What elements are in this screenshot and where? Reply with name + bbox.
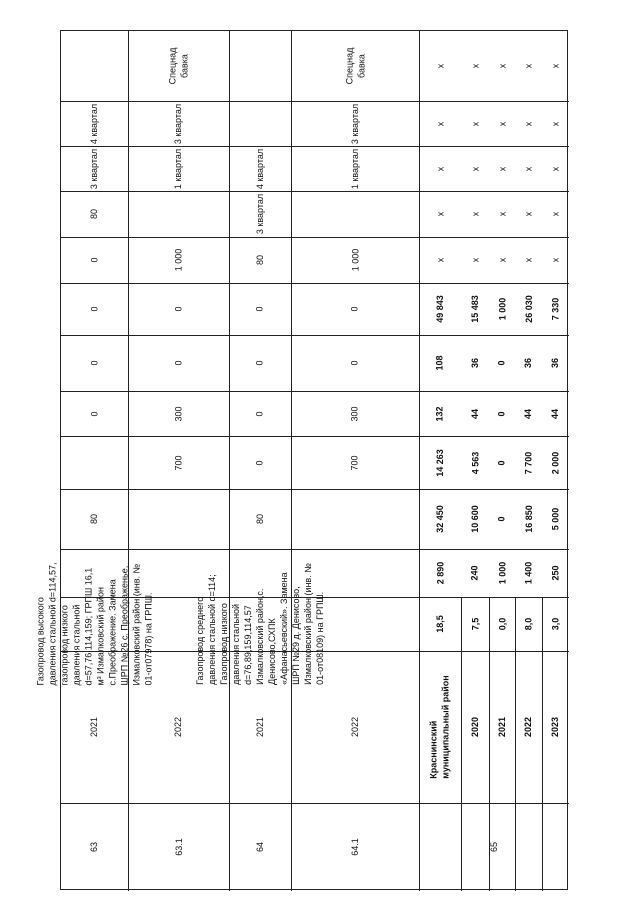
object-name-line: Газопровод среднего — [195, 596, 206, 685]
not-applicable-mark-cell — [489, 31, 515, 101]
district-name-cell — [419, 651, 461, 803]
row-number: 63.1 — [173, 838, 184, 856]
rotated-table — [35, 30, 568, 890]
value-cell: 15 483 — [470, 295, 480, 323]
not-applicable-mark-cell — [542, 146, 569, 191]
not-applicable-mark: х — [497, 257, 507, 263]
not-applicable-mark-cell — [515, 101, 542, 146]
not-applicable-mark-cell — [489, 101, 515, 146]
row-number-cell — [419, 803, 569, 891]
not-applicable-mark: х — [550, 121, 561, 126]
object-name-cell — [195, 563, 326, 685]
object-name-line: давления стальной d=114; — [207, 574, 218, 685]
object-name-line: «Афанасьевский». Замена — [279, 572, 290, 685]
object-name-line: d=76,89,159,114,57 — [243, 605, 254, 685]
value-cell-cell — [128, 283, 229, 335]
row-year: 2023 — [550, 716, 561, 738]
row-number: 64.1 — [350, 838, 360, 856]
value-cell: 10 600 — [470, 505, 480, 533]
not-applicable-mark: х — [470, 63, 480, 69]
value-cell: 0 — [254, 360, 265, 366]
quarter-label: 3 квартал — [255, 193, 265, 235]
funding-source-line: бавка — [355, 54, 366, 78]
value-cell: 2 890 — [435, 561, 445, 585]
object-name-line: ШРП №26 с. Преображенье, — [119, 565, 130, 686]
value-cell: 2 000 — [550, 451, 561, 474]
not-applicable-mark-cell — [489, 237, 515, 283]
value-cell: 0 — [254, 459, 265, 466]
value-cell: 36 — [523, 357, 534, 369]
value-cell: 0 — [496, 459, 507, 466]
row-year: 2022 — [523, 716, 534, 738]
value-cell-cell — [229, 391, 291, 436]
value-cell-cell — [291, 283, 419, 335]
value-cell-cell — [229, 489, 291, 549]
not-applicable-mark: х — [435, 257, 445, 263]
value-cell: 700 — [350, 454, 360, 471]
value-cell: 0 — [173, 360, 184, 366]
value-cell-cell — [128, 335, 229, 391]
value-cell: 0 — [496, 516, 507, 522]
value-cell: 0 — [89, 410, 100, 417]
quarter-label-cell — [229, 191, 291, 237]
not-applicable-mark: х — [523, 121, 534, 126]
not-applicable-mark: х — [497, 166, 507, 171]
value-cell-cell — [419, 597, 461, 651]
row-number: 64 — [254, 841, 265, 853]
value-cell: 0 — [496, 360, 507, 366]
value-cell-cell — [542, 283, 569, 335]
value-cell-cell — [542, 597, 569, 651]
value-cell-cell — [515, 283, 542, 335]
value-cell-cell — [461, 549, 489, 597]
value-cell-cell — [291, 335, 419, 391]
quarter-label: 4 квартал — [255, 148, 265, 189]
not-applicable-mark: х — [523, 257, 534, 263]
value-cell-cell — [515, 391, 542, 436]
funding-source-line: Спецнад — [343, 47, 354, 85]
value-cell: 0 — [349, 306, 360, 312]
quarter-label-cell — [61, 146, 128, 191]
district-name-line: Краснинский — [429, 720, 439, 779]
value-cell: 16 850 — [523, 505, 534, 533]
value-cell: 1 000 — [350, 248, 360, 272]
value-cell-cell — [489, 489, 515, 549]
object-name-line: ШРП №29 д. Денисово, — [291, 586, 302, 685]
row-year: 2021 — [89, 716, 100, 738]
value-cell: 80 — [254, 513, 265, 525]
not-applicable-mark-cell — [515, 31, 542, 101]
value-cell: 1 400 — [523, 561, 534, 585]
row-number: 63 — [89, 841, 100, 853]
value-cell-cell — [128, 237, 229, 283]
value-cell: 1 000 — [497, 297, 507, 321]
value-cell: 0,0 — [496, 617, 507, 631]
value-cell-cell — [515, 549, 542, 597]
value-cell-cell — [515, 597, 542, 651]
not-applicable-mark-cell — [542, 191, 569, 237]
value-cell: 0 — [254, 410, 265, 417]
value-cell-cell — [291, 391, 419, 436]
not-applicable-mark: х — [435, 121, 445, 126]
value-cell-cell — [61, 335, 128, 391]
not-applicable-mark: х — [435, 63, 445, 69]
object-name-line: Измалковский район (инв. № — [303, 563, 314, 685]
value-cell-cell — [461, 283, 489, 335]
quarter-label: 3 квартал — [350, 103, 360, 144]
value-cell-cell — [489, 391, 515, 436]
not-applicable-mark-cell — [515, 191, 542, 237]
not-applicable-mark: х — [497, 211, 507, 217]
value-cell: 32 450 — [435, 505, 445, 533]
value-cell-cell — [515, 335, 542, 391]
object-name-line: 01-от08109) на ГРПШ. — [315, 591, 326, 685]
funding-source-cell — [291, 31, 419, 101]
value-cell: 700 — [173, 454, 184, 471]
value-cell: 49 843 — [435, 295, 445, 323]
value-cell-cell — [461, 335, 489, 391]
value-cell-cell — [515, 436, 542, 489]
object-name-cell — [35, 562, 154, 686]
district-name — [428, 675, 452, 778]
not-applicable-mark: х — [550, 63, 561, 69]
value-cell: 250 — [550, 565, 561, 581]
value-cell-cell — [489, 283, 515, 335]
value-cell: 14 263 — [435, 448, 445, 477]
value-cell: 7,5 — [469, 617, 480, 631]
not-applicable-mark-cell — [489, 146, 515, 191]
value-cell-cell — [229, 237, 291, 283]
value-cell: 132 — [435, 405, 445, 422]
object-name-line: 01-от07978) на ГРПШ. — [143, 592, 154, 686]
value-cell: 0 — [89, 306, 100, 312]
value-cell: 7 700 — [523, 451, 534, 474]
not-applicable-mark-cell — [542, 101, 569, 146]
value-cell: 80 — [89, 513, 100, 525]
quarter-label-cell — [128, 146, 229, 191]
value-cell-cell — [419, 335, 461, 391]
quarter-label: 3 квартал — [173, 103, 184, 144]
value-cell: 108 — [435, 355, 445, 371]
value-cell: 80 — [254, 254, 265, 266]
object-name-line: d=57,76,114,159; ГРПШ 16,1 — [83, 567, 94, 686]
value-cell-cell — [61, 283, 128, 335]
object-name-line: газопровод низкого — [59, 605, 70, 686]
row-year-cell — [542, 651, 569, 803]
value-cell-cell — [461, 391, 489, 436]
object-name-line: Измалковский район,с. — [255, 588, 266, 685]
value-cell: 1 000 — [497, 561, 507, 585]
object-name-line: давления стальной — [231, 603, 242, 685]
quarter-label-cell — [291, 146, 419, 191]
not-applicable-mark: х — [523, 211, 534, 217]
value-cell-cell — [419, 436, 461, 489]
value-cell: 0 — [89, 257, 100, 263]
value-cell: 44 — [469, 408, 480, 419]
not-applicable-mark: х — [435, 166, 445, 171]
row-year: 2021 — [255, 716, 265, 738]
not-applicable-mark-cell — [542, 31, 569, 101]
row-year: 2022 — [173, 716, 184, 738]
funding-source — [343, 48, 367, 85]
not-applicable-mark: х — [523, 63, 534, 69]
not-applicable-mark-cell — [489, 191, 515, 237]
not-applicable-mark-cell — [461, 146, 489, 191]
object-name-line: Измалковский район (инв. № — [131, 563, 142, 686]
not-applicable-mark-cell — [461, 31, 489, 101]
object-name-line: с.Преображение. Замена — [107, 579, 118, 686]
value-cell: 0 — [349, 360, 360, 366]
value-cell-cell — [61, 191, 128, 237]
value-cell-cell — [542, 436, 569, 489]
row-number: 65 — [488, 841, 499, 853]
value-cell-cell — [489, 335, 515, 391]
not-applicable-mark-cell — [515, 146, 542, 191]
value-cell: 18,5 — [435, 615, 445, 633]
value-cell: 5 000 — [550, 507, 561, 531]
value-cell: 300 — [173, 405, 184, 422]
quarter-label-cell — [128, 101, 229, 146]
not-applicable-mark: х — [470, 121, 480, 126]
row-number-cell — [229, 803, 291, 891]
not-applicable-mark: х — [550, 166, 561, 171]
quarter-label: 3 квартал — [89, 148, 100, 189]
funding-source-cell — [128, 31, 229, 101]
value-cell: 44 — [550, 408, 561, 419]
quarter-label: 1 квартал — [350, 148, 360, 189]
value-cell-cell — [489, 549, 515, 597]
value-cell: 4 563 — [470, 451, 480, 474]
value-cell-cell — [128, 436, 229, 489]
value-cell: 0 — [89, 360, 100, 366]
not-applicable-mark: х — [470, 211, 480, 217]
quarter-label-cell — [229, 146, 291, 191]
not-applicable-mark-cell — [461, 191, 489, 237]
value-cell-cell — [542, 549, 569, 597]
value-cell: 0 — [254, 306, 265, 312]
not-applicable-mark-cell — [419, 191, 461, 237]
value-cell: 36 — [550, 357, 561, 369]
row-number-cell — [61, 803, 128, 891]
funding-source — [166, 48, 190, 85]
value-cell: 80 — [89, 208, 100, 220]
value-cell-cell — [542, 391, 569, 436]
object-name-line: давления стальной d=114,57, — [47, 562, 58, 686]
value-cell-cell — [61, 489, 128, 549]
value-cell-cell — [461, 489, 489, 549]
quarter-label: 1 квартал — [173, 148, 184, 189]
object-name-line: Газопровод высокого — [35, 597, 46, 686]
value-cell-cell — [515, 489, 542, 549]
value-cell-cell — [229, 436, 291, 489]
row-year-cell — [461, 651, 489, 803]
value-cell-cell — [61, 237, 128, 283]
value-cell-cell — [419, 391, 461, 436]
value-cell-cell — [128, 391, 229, 436]
object-name-line: м³ Измалковский район — [95, 587, 106, 686]
value-cell-cell — [291, 436, 419, 489]
not-applicable-mark: х — [435, 211, 445, 217]
value-cell: 300 — [350, 405, 360, 422]
not-applicable-mark-cell — [419, 237, 461, 283]
value-cell-cell — [461, 597, 489, 651]
funding-source-line: бавка — [179, 54, 190, 78]
row-number-cell — [291, 803, 419, 891]
value-cell-cell — [461, 436, 489, 489]
value-cell-cell — [419, 549, 461, 597]
not-applicable-mark-cell — [461, 101, 489, 146]
funding-source-line: Спецнад — [167, 47, 178, 85]
not-applicable-mark: х — [470, 257, 480, 263]
district-name-line: муниципальный район — [441, 675, 451, 779]
not-applicable-mark-cell — [419, 101, 461, 146]
value-cell: 44 — [523, 408, 534, 419]
row-year: 2022 — [350, 716, 360, 738]
value-cell: 0 — [173, 306, 184, 312]
not-applicable-mark: х — [523, 166, 534, 171]
not-applicable-mark: х — [470, 166, 480, 171]
row-year: 2021 — [497, 716, 507, 738]
not-applicable-mark-cell — [542, 237, 569, 283]
value-cell-cell — [291, 237, 419, 283]
value-cell: 7 330 — [550, 297, 561, 321]
not-applicable-mark-cell — [515, 237, 542, 283]
value-cell-cell — [61, 391, 128, 436]
row-year-cell — [515, 651, 542, 803]
object-name-line: давления стальной — [71, 604, 82, 686]
not-applicable-mark-cell — [419, 146, 461, 191]
not-applicable-mark: х — [497, 121, 507, 126]
value-cell: 3,0 — [550, 617, 561, 631]
quarter-label-cell — [61, 101, 128, 146]
quarter-label-cell — [291, 101, 419, 146]
row-number-cell — [128, 803, 229, 891]
object-name-line: Газопровод низкого — [219, 603, 230, 685]
quarter-label: 4 квартал — [89, 103, 100, 144]
row-year-cell — [489, 651, 515, 803]
row-year: 2020 — [470, 716, 480, 738]
not-applicable-mark: х — [550, 211, 561, 217]
value-cell-cell — [542, 335, 569, 391]
row-year-cell — [291, 651, 419, 803]
value-cell-cell — [489, 597, 515, 651]
value-cell-cell — [229, 335, 291, 391]
not-applicable-mark: х — [550, 257, 561, 263]
value-cell-cell — [229, 283, 291, 335]
value-cell-cell — [419, 489, 461, 549]
value-cell-cell — [419, 283, 461, 335]
not-applicable-mark: х — [497, 63, 507, 69]
value-cell: 1 000 — [173, 248, 184, 272]
value-cell: 26 030 — [523, 295, 534, 323]
value-cell: 36 — [469, 357, 480, 369]
object-name-line: Денисово,СХПК — [267, 618, 278, 685]
value-cell: 240 — [470, 565, 480, 581]
not-applicable-mark-cell — [461, 237, 489, 283]
value-cell: 0 — [496, 410, 507, 417]
not-applicable-mark-cell — [419, 31, 461, 101]
value-cell-cell — [542, 489, 569, 549]
value-cell-cell — [489, 436, 515, 489]
value-cell: 8,0 — [523, 617, 534, 631]
